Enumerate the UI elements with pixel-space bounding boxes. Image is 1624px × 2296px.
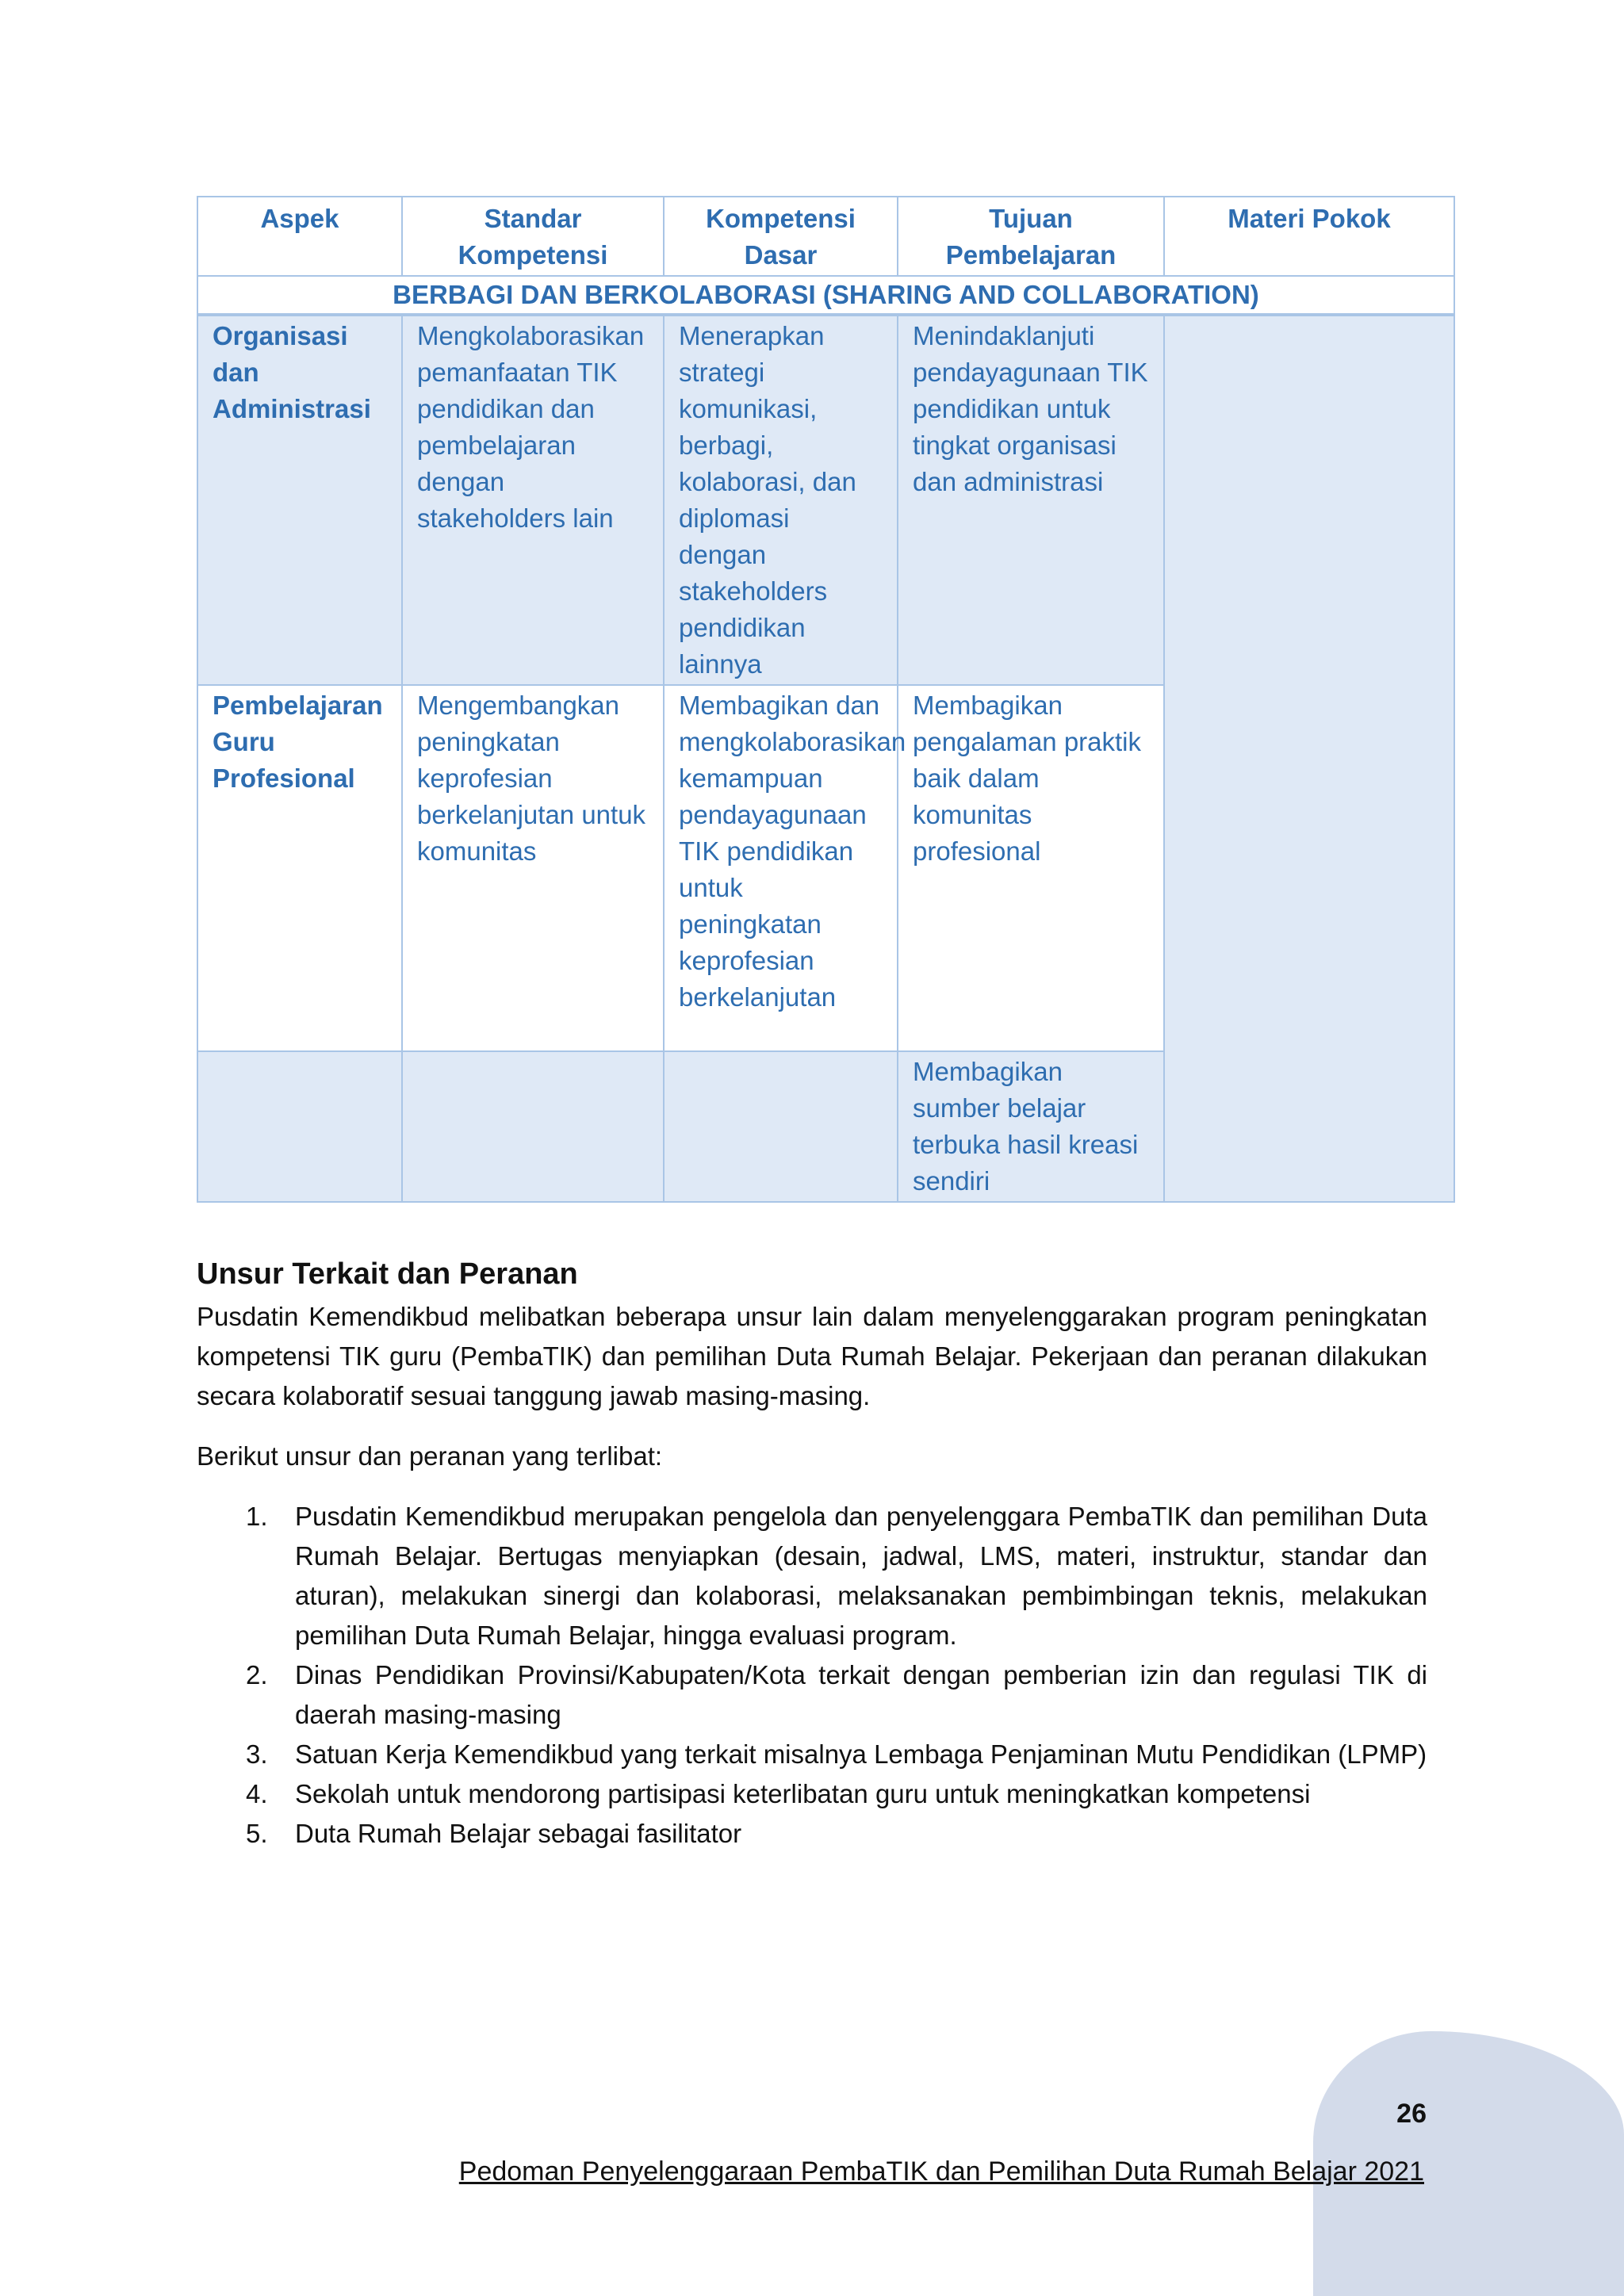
section-paragraph: Pusdatin Kemendikbud melibatkan beberapa unsur lain dalam menyelenggarakan program peningkatan kompetensi TIK guru (PembaTIK) dan pemilihan Duta Rumah Belajar. Pekerjaan dan peranan dilakukan secara kolaboratif sesuai tanggung jawab masing-masing. [197,1302,1427,1410]
cell-tujuan: Membagikan sumber belajar terbuka hasil kreasi sendiri [898,1051,1164,1202]
table-row [197,315,1454,685]
cell-kompetensi [664,1051,898,1202]
cell-aspek: Pembelajaran Guru Profesional [197,685,402,1051]
cell-kompetensi: Membagikan dan mengkolaborasikan kemampuan pendayagunaan TIK pendidikan untuk peningkatan keprofesian berkelanjutan [664,685,898,1051]
header-kompetensi-dasar: Kompetensi Dasar [664,197,898,276]
cell-standar [402,1051,664,1202]
header-tujuan-pembelajaran: Tujuan Pembelajaran [898,197,1164,276]
page-number: 26 [1396,2099,1427,2129]
section-heading-cell: BERBAGI DAN BERKOLABORASI (SHARING AND COLLABORATION) [197,276,1454,315]
cell-tujuan: Membagikan pengalaman praktik baik dalam komunitas profesional [898,685,1164,1051]
header-materi-pokok: Materi Pokok [1164,197,1454,276]
list-item [197,1655,1427,1735]
table-header-row [197,197,1454,276]
header-standar-kompetensi: Standar Kompetensi [402,197,664,276]
list-item [197,1814,1427,1854]
list-item-number: 2. [246,1660,268,1689]
list-item [197,1774,1427,1814]
list-item-number: 5. [246,1819,268,1848]
cell-materi-pokok [1164,315,1454,1202]
cell-aspek: Organisasi dan Administrasi [197,315,402,685]
table-section-row [197,276,1454,315]
competency-table [197,196,1455,1203]
roles-list [197,1497,1427,1854]
list-item-number: 3. [246,1739,268,1769]
cell-kompetensi: Menerapkan strategi komunikasi, berbagi, kolaborasi, dan diplomasi dengan stakeholders pendidikan lainnya [664,315,898,685]
list-item-number: 4. [246,1779,268,1808]
list-item-text: Sekolah untuk mendorong partisipasi keterlibatan guru untuk meningkatkan kompetensi [295,1779,1311,1808]
cell-standar: Mengkolaborasikan pemanfaatan TIK pendidikan dan pembelajaran dengan stakeholders lain [402,315,664,685]
section-title: Unsur Terkait dan Peranan [197,1257,578,1291]
list-item-text: Dinas Pendidikan Provinsi/Kabupaten/Kota terkait dengan pemberian izin dan regulasi TIK di daerah masing-masing [295,1660,1427,1729]
header-aspek: Aspek [197,197,402,276]
list-item-number: 1. [246,1502,268,1531]
list-item-text: Pusdatin Kemendikbud merupakan pengelola dan penyelenggara PembaTIK dan pemilihan Duta Rumah Belajar. Bertugas menyiapkan (desain, jadwal, LMS, materi, instruktur, standar dan aturan), melakukan sinergi dan kolaborasi, melaksanakan pembimbingan teknis, melakukan pemilihan Duta Rumah Belajar, hingga evaluasi program. [295,1502,1427,1650]
list-item-text: Satuan Kerja Kemendikbud yang terkait misalnya Lembaga Penjaminan Mutu Pendidikan (LPMP) [295,1739,1427,1769]
list-item [197,1497,1427,1655]
roles-section [197,1254,1427,1854]
list-item [197,1735,1427,1774]
cell-aspek [197,1051,402,1202]
cell-tujuan: Menindaklanjuti pendayagunaan TIK pendidikan untuk tingkat organisasi dan administrasi [898,315,1164,685]
list-intro: Berikut unsur dan peranan yang terlibat: [197,1441,663,1471]
footer-title: Pedoman Penyelenggaraan PembaTIK dan Pemilihan Duta Rumah Belajar 2021 [458,2156,1424,2187]
cell-standar: Mengembangkan peningkatan keprofesian berkelanjutan untuk komunitas [402,685,664,1051]
list-item-text: Duta Rumah Belajar sebagai fasilitator [295,1819,742,1848]
